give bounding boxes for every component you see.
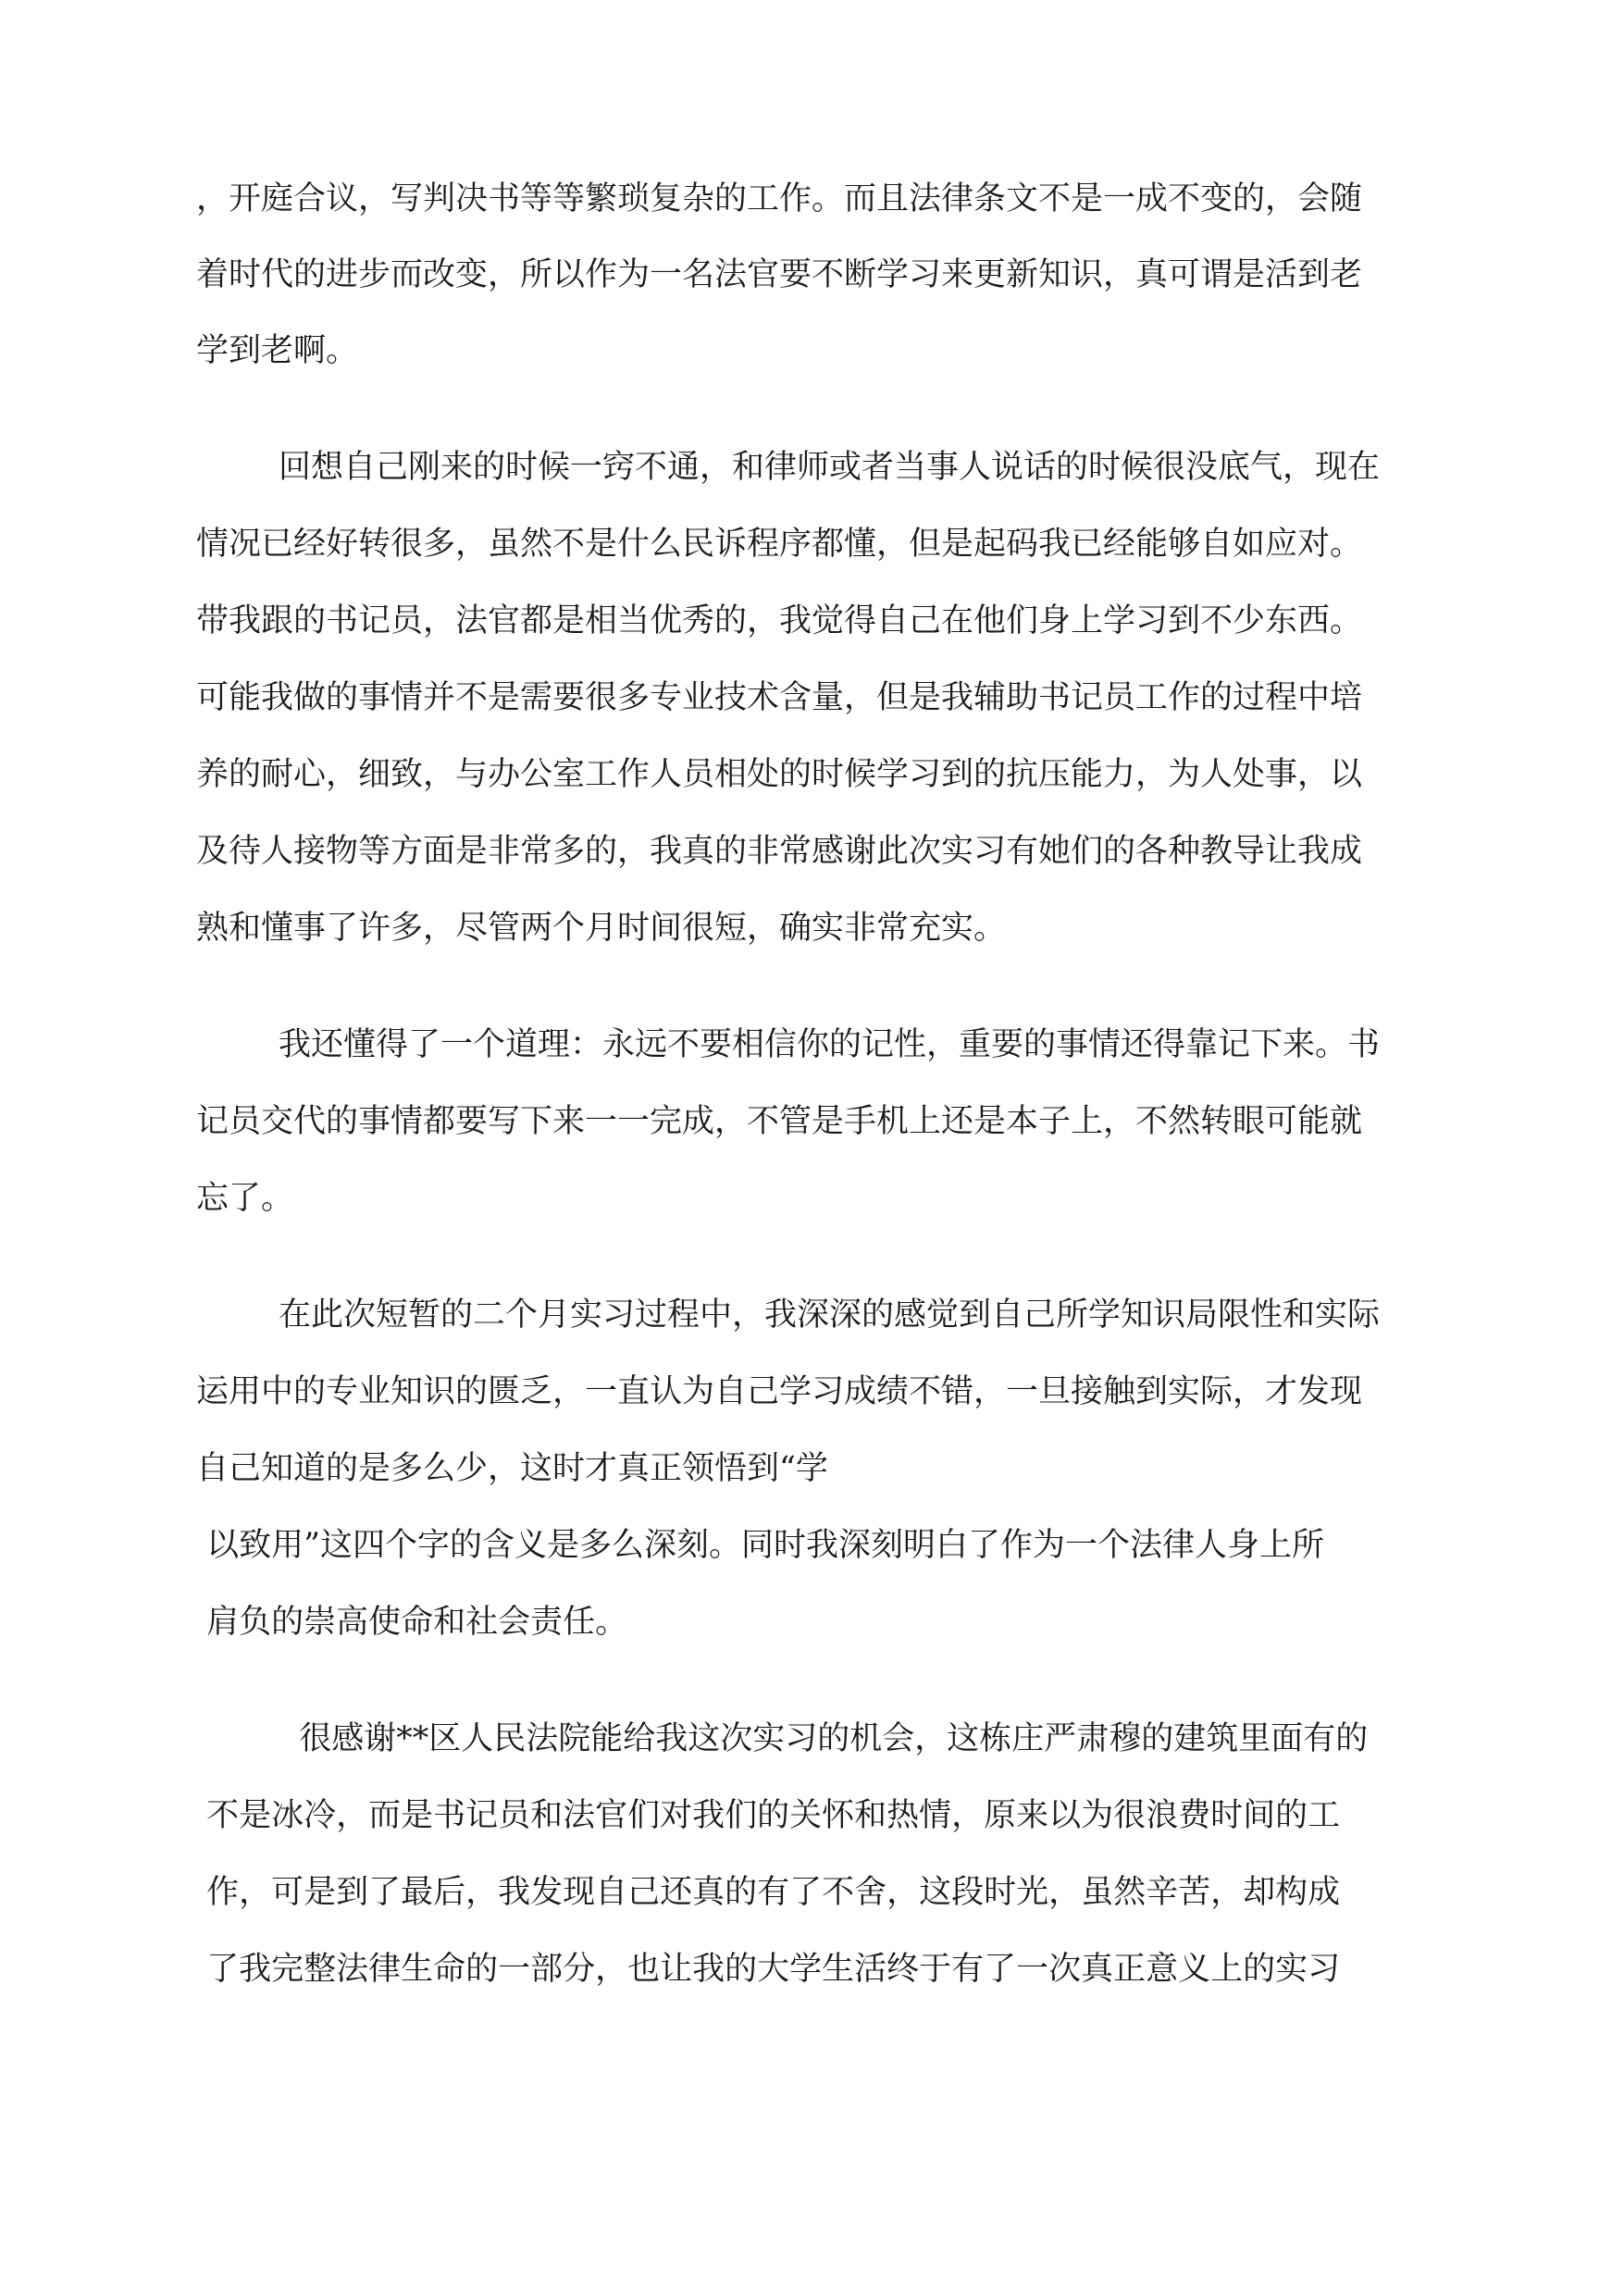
text-line: 不是冰冷，而是书记员和法官们对我们的关怀和热情，原来以为很浪费时间的工 [196, 1797, 1341, 1834]
text-line: 学到老啊。 [196, 332, 359, 369]
text-line: 自己知道的是多么少，这时才真正领悟到“学 [196, 1450, 828, 1487]
text-line: 肩负的崇高使命和社会责任。 [196, 1604, 628, 1641]
text-line: 带我跟的书记员，法官都是相当优秀的，我觉得自己在他们身上学习到不少东西。 [196, 602, 1363, 639]
text-line: ，开庭合议，写判决书等等繁琐复杂的工作。而且法律条文不是一成不变的，会随 [196, 180, 1363, 217]
text-line: 了我完整法律生命的一部分，也让我的大学生活终于有了一次真正意义上的实习 [196, 1951, 1341, 1988]
text-line: 很感谢**区人民法院能给我这次实习的机会，这栋庄严肃穆的建筑里面有的 [196, 1720, 1369, 1757]
text-line: 忘了。 [196, 1180, 294, 1217]
text-line: 养的耐心，细致，与办公室工作人员相处的时候学习到的抗压能力，为人处事，以 [196, 756, 1363, 793]
text-line: 作，可是到了最后，我发现自己还真的有了不舍，这段时光，虽然辛苦，却构成 [196, 1874, 1341, 1911]
text-line: 可能我做的事情并不是需要很多专业技术含量，但是我辅助书记员工作的过程中培 [196, 679, 1363, 716]
text-line: 在此次短暂的二个月实习过程中，我深深的感觉到自己所学知识局限性和实际 [196, 1296, 1381, 1334]
text-line: 情况已经好转很多，虽然不是什么民诉程序都懂，但是起码我已经能够自如应对。 [196, 526, 1363, 563]
text-line: 着时代的进步而改变，所以作为一名法官要不断学习来更新知识，真可谓是活到老 [196, 256, 1363, 293]
text-line: 运用中的专业知识的匮乏，一直认为自己学习成绩不错，一旦接触到实际，才发现 [196, 1373, 1363, 1410]
text-line: 以致用”这四个字的含义是多么深刻。同时我深刻明白了作为一个法律人身上所 [196, 1527, 1325, 1564]
text-line: 记员交代的事情都要写下来一一完成，不管是手机上还是本子上，不然转眼可能就 [196, 1103, 1363, 1140]
text-line: 及待人接物等方面是非常多的，我真的非常感谢此次实习有她们的各种教导让我成 [196, 833, 1363, 870]
text-line: 回想自己刚来的时候一窍不通，和律师或者当事人说话的时候很没底气，现在 [196, 449, 1381, 486]
text-line: 我还懂得了一个道理：永远不要相信你的记性，重要的事情还得靠记下来。书 [196, 1026, 1381, 1063]
text-line: 熟和懂事了许多，尽管两个月时间很短，确实非常充实。 [196, 910, 1007, 947]
